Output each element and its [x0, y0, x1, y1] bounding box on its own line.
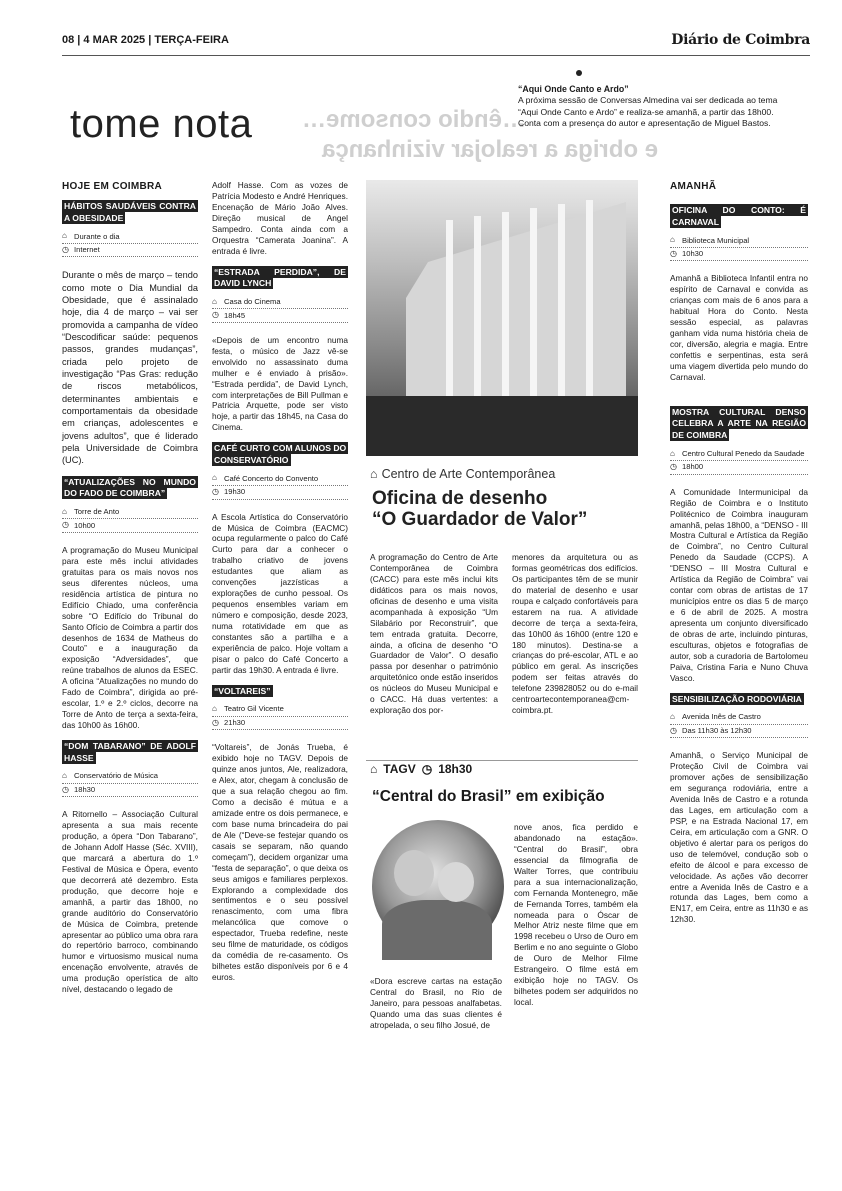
page-info: 08 | 4 MAR 2025 | TERÇA-FEIRA	[62, 34, 229, 46]
event-time: ◷ 19h30	[212, 486, 348, 500]
event-title: “VOLTAREIS”	[214, 685, 271, 696]
feature-venue: ⌂ Centro de Arte Contemporânea	[370, 467, 556, 481]
house-icon: ⌂	[670, 712, 675, 722]
house-icon: ⌂	[212, 704, 217, 714]
event-time: ◷ 18h00	[670, 461, 808, 475]
event-text: “Voltareis”, de Jonás Trueba, é exibido hoje no TAGV. Depois de quinze anos juntos, Ale, realizadora, e Alex, ator, chegam à conclusão de que a sua relação chegou ao fim. Como a decisão é mútua e a amizade entre os dois permanece, e com base numa brincadeira do pai de Ale (“Deve-se festejar quando os casais se separam, não quando começam”), decidem organizar uma “festa de separação”, o que deixa os seus amigos e familiares perplexos. Explorando a complexidade dos sentimentos e o seu possível renascimento, com uma fibra melancólica que comove o espectador, Trueba redefine, neste seu filme de maturidade, os códigos da comédia de re-casamento. Os bilhetes estão disponíveis por 6 e 4 euros.	[212, 742, 348, 982]
event-text: Durante o mês de março – tendo como mote o Dia Mundial da Obesidade, que é assinalado hoje, dia 4 de março – vai ser promovida a campanha de vídeo “Descodificar saúde: pequenos passos, grandes mudanças”, criada pelo projeto de investigação “Pas Gras: redução de riscos metabólicos, determinantes ambientais e comportamentais da obesidade em crianças, adolescentes e jovens adultos”, que é liderado pela Universidade de Coimbra (UC).	[62, 270, 198, 466]
newspaper-logo: Diário de Coimbra	[671, 32, 810, 48]
feature2-text-b: nove anos, fica perdido e abandonado na estação». “Central do Brasil”, obra essencial da filmografia de Walter Torres, que contribuiu para a sua internacionalização, com Fernanda Montenegro, mãe de Fernanda Torres, também ela nomeada para o Óscar de Melhor Atriz neste filme que em 1998 recebeu o Urso de Ouro em Berlim e no ano seguinte o Globo de Ouro de Melhor Filme Estrangeiro. O filme está em exibição hoje no TAGV. Os bilhetes podem ser adquiridos no local.	[514, 822, 638, 1007]
teaser-text: A próxima sessão de Conversas Almedina vai ser dedicada ao tema “Aqui Onde Canto e Ardo” e realiza-se amanhã, a partir das 18h00. Conta com a presença do autor e apresentação de Miguel Bastos.	[518, 95, 778, 128]
clock-icon: ◷	[670, 725, 677, 735]
clock-icon: ◷	[62, 784, 69, 794]
event-time: ◷ 18h45	[212, 309, 348, 323]
event-place: ⌂ Casa do Cinema	[212, 296, 348, 310]
event-place: ⌂ Durante o dia	[62, 230, 198, 244]
building-photo	[366, 180, 638, 456]
event-title: “ATUALIZAÇÕES NO MUNDO DO FADO DE COIMBRA”	[64, 476, 196, 499]
event-title: HÁBITOS SAUDÁVEIS CONTRA A OBESIDADE	[64, 201, 196, 223]
divider	[366, 760, 638, 761]
event-title: SENSIBILIZAÇÃO RODOVIÁRIA	[672, 693, 802, 704]
clock-icon: ◷	[421, 762, 433, 776]
teaser-title: “Aqui Onde Canto e Ardo”	[518, 84, 629, 94]
event-time: ◷ 10h00	[62, 519, 198, 533]
event-time: ◷ Internet	[62, 244, 198, 258]
feature-text-b: menores da arquitetura ou as formas geométricas dos edifícios. Os participantes têm de se munir do material de desenho e usar roupa e calçado confortáveis para estarem na rua. A atividade decorre de terça a sexta-feira, das 10h00 ás 16h00 (entre 120 e 180 minutos). Destina-se a crianças do pré-escolar, ATL e ao público em geral. As inscrições podem ser feitas através do telefone 239828052 ou do e-mail centroartecontemporanea@cm-coimbra.pt.	[512, 552, 638, 716]
page-header	[62, 30, 810, 56]
event-title: “DOM TABARANO” DE ADOLF HASSE	[64, 740, 196, 763]
ghost-line-2: e obriga a realojar vizinhança	[322, 136, 659, 163]
column-heading: HOJE EM COIMBRA	[62, 181, 163, 192]
clock-icon: ◷	[670, 462, 677, 472]
event-time: ◷ 10h30	[670, 248, 808, 262]
event-text: Amanhã a Biblioteca Infantil entra no espírito de Carnaval e convida as crianças com mais de 6 anos para a habitual Hora do Conto. Nesta sessão especial, as palavras ganham vida numa história cheia de cor, diversão, alegria e magia. Entre confettis e serpentinas, esta será uma viagem divertida pelo mundo do Carnaval.	[670, 273, 808, 382]
house-icon: ⌂	[62, 506, 67, 516]
event-text: Amanhã, o Serviço Municipal de Proteção Civil de Coimbra vai promover ações de sensibilização em segurança rodoviária, entre a Avenida Inês de Castro e a rotunda das Lages, em articulação com a PSP, e na Estrada Nacional 17, em Ceira, em articulação com a GNR. O objetivo é alertar para os perigos do uso de telemóvel, condução sob o efeito de álcool e para excesso de velocidade. As ações vão decorrer entre a Avenida Inês de Castro e a rotunda das Lages, bem como a EN17, em Ceira, entre as 11h30 e as 12h30.	[670, 750, 808, 925]
clock-icon: ◷	[212, 487, 219, 497]
column-amanha	[670, 180, 808, 925]
column-hoje-2	[212, 180, 348, 983]
event-title: MOSTRA CULTURAL DENSO CELEBRA A ARTE NA REGIÃO DE COIMBRA	[672, 406, 806, 441]
clock-icon: ◷	[62, 520, 69, 530]
event-text-continued: Adolf Hasse. Com as vozes de Patrícia Modesto e André Henriques. Encenação de Mário João Alves. Direção musical de Angel Sampedro. Conta ainda com a Orquestra “Camerata Joanina”. A entrada é livre.	[212, 180, 348, 256]
feature2-venue: ⌂ TAGV ◷ 18h30	[370, 762, 473, 776]
clock-icon: ◷	[212, 310, 219, 320]
ghost-line-1: …êndio consome…	[302, 106, 527, 133]
house-icon: ⌂	[370, 467, 378, 481]
house-icon: ⌂	[212, 296, 217, 306]
clock-icon: ◷	[670, 248, 677, 258]
event-text: «Depois de um encontro numa festa, o músico de Jazz vê-se envolvido no assassinato duma mulher e é enviado à prisão». “Estrada perdida”, de David Lynch, com interpretações de Bill Pullman e Patricia Arquette, pode ser visto hoje, a partir das 18h45, na Casa do Cinema.	[212, 334, 348, 433]
feature2-text-a: «Dora escreve cartas na estação Central do Brasil, no Rio de Janeiro, para pessoas analfabetas. Quando uma das suas clientes é atropelada, o seu filho Josué, de	[370, 976, 502, 1030]
house-icon: ⌂	[212, 473, 217, 483]
event-place: ⌂ Torre de Anto	[62, 506, 198, 520]
event-text: A programação do Museu Municipal para este mês inclui atividades gratuitas para os mais novos nos seus diferentes núcleos, uma residência artística de pintura no Edifício Chiado, uma conferência sobre “O Edifício do Tribunal do Santo Ofício de Coimbra a partir dos desenhos de 1634 de Matheus do Couto” e a inauguração da exposição “Adversidades”, que reúne trabalhos de alunos da ESEC. A oficina “Atualizações no mundo do Fado de Coimbra”, dirigida ao pré-escolar, 1.º e 2.º ciclos, decorre na Torre de Anto de terça a sexta-feira, das 10h00 às 16h00.	[62, 545, 198, 730]
event-text: A Comunidade Intermunicipal da Região de Coimbra e o Instituto Politécnico de Coimbra inauguram amanhã, pelas 18h00, a “DENSO - III Mostra Cultural e Artística da Região de Coimbra”, no Centro Cultural Penedo da Saudade (CCPS). A “DENSO – III Mostra Cultural e Artística da Região de Coimbra” vai contar com obras de artistas de 17 municípios entre os dias 5 de março e 6 de abril de 2025. A mostra apresenta um conjunto diversificado de obras de arte, incluindo pinturas, esculturas, objetos e fotografias de autor, sob a curadoria de Bartolomeu Paiva, Cristina Faria e Nuno Chuva Vasco.	[670, 486, 808, 683]
event-place: ⌂ Biblioteca Municipal	[670, 234, 808, 248]
clock-icon: ◷	[212, 717, 219, 727]
event-title: OFICINA DO CONTO: É CARNAVAL	[672, 205, 806, 227]
event-place: ⌂ Conservatório de Música	[62, 770, 198, 784]
house-icon: ⌂	[670, 448, 675, 458]
section-title: tome nota	[70, 102, 253, 146]
event-title: CAFÉ CURTO COM ALUNOS DO CONSERVATÓRIO	[214, 443, 347, 465]
column-heading: AMANHÃ	[670, 181, 717, 192]
feature2-title: “Central do Brasil” em exibição	[372, 788, 605, 805]
feature-text-a: A programação do Centro de Arte Contemporânea de Coimbra (CACC) para este mês inclui kits didáticos para os mais novos, oficinas de desenho e uma visita acompanhada à exposição “Um Silabário por Reconstruir”, que tem entrada gratuita. Decorre, ainda, a oficina de desenho “O Guardador de Valor”. O desafio passa por desenhar o património arquitetónico onde estão inseridos os núcleos do Museu Municipal e o CACC. Há duas vertentes: a exploração dos por-	[370, 552, 498, 716]
event-place: ⌂ Teatro Gil Vicente	[212, 703, 348, 717]
film-still-photo	[372, 820, 504, 952]
event-place: ⌂ Centro Cultural Penedo da Saudade	[670, 448, 808, 462]
event-place: ⌂ Café Concerto do Convento	[212, 472, 348, 486]
event-time: ◷ 18h30	[62, 784, 198, 798]
feature-title: Oficina de desenho “O Guardador de Valor”	[372, 488, 588, 531]
event-time: ◷ Das 11h30 às 12h30	[670, 725, 808, 739]
clock-icon: ◷	[62, 244, 69, 254]
house-icon: ⌂	[62, 771, 67, 781]
bullet-icon	[576, 70, 582, 76]
house-icon: ⌂	[62, 231, 67, 241]
event-text: A Escola Artística do Conservatório de Música de Coimbra (EACMC) ocupa regularmente o palco do Café Curto para dar a conhecer o trabalho criativo de jovens estudantes que aliam as convenções jazzísticas a explorações de cunho pessoal. Os pequenos ensembles variam em número e composição, desde 2023, numa rotatividade em que as constantes são a partilha e a experiência de palco. Hoje voltam a pisar o palco do Café Concerto a partir das 19h30. A entrada é livre.	[212, 511, 348, 675]
event-place: ⌂ Avenida Inês de Castro	[670, 711, 808, 725]
house-icon: ⌂	[370, 762, 378, 776]
event-time: ◷ 21h30	[212, 717, 348, 731]
teaser-box	[518, 84, 778, 129]
column-hoje	[62, 180, 198, 995]
event-text: A Ritornello – Associação Cultural apresenta a sua mais recente produção, a ópera “Don Tabarano”, de Johann Adolf Hasse (Séc. XVIII), que marcará a abertura do 1.º Festival de Música e Ópera, evento que decorrerá até dezembro. Esta produção, que decorre hoje e amanhã, a partir das 18h00, no grande auditório do Conservatório de Música de Coimbra, pretende apresentar ao público uma obra rara do repertório barroco, combinando humor e virtuosismo musical numa encenação envolvente, através de uma produção operística de alto nível, destacando o legado de	[62, 809, 198, 995]
event-title: “ESTRADA PERDIDA”, DE DAVID LYNCH	[214, 266, 346, 289]
house-icon: ⌂	[670, 235, 675, 245]
